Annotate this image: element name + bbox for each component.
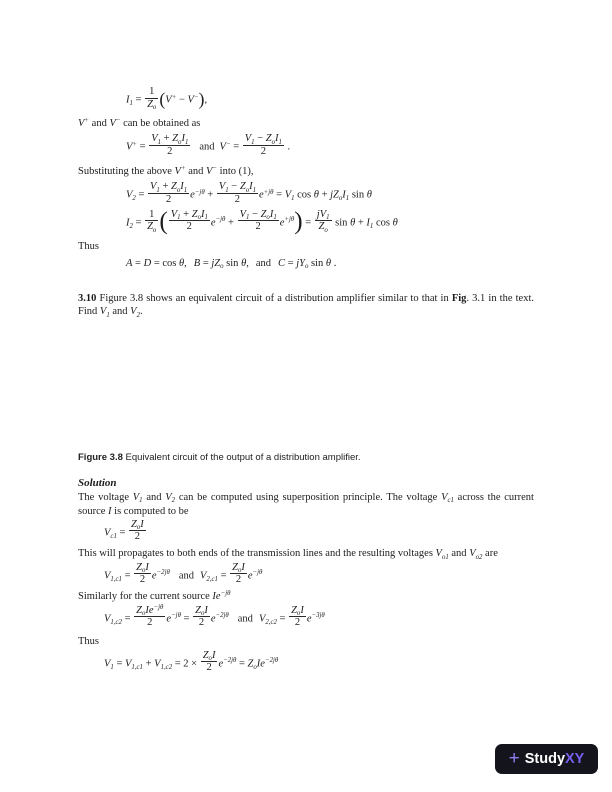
paragraph-substituting: Substituting the above V+ and V− into (1), — [78, 164, 254, 177]
paragraph-v-obtained: V+ and V− can be obtained as — [78, 116, 201, 129]
equation-vc1: $V_{c1}$ = $\frac{Z_oI}{2}$ — [104, 518, 144, 543]
equation-v1c1-v2c1: $V_{1,c1}$ = $\frac{Z_oI}{2}$ $e^{-2j\theta}$ and $V_{2,c1}$ = $\frac{Z_oI}{2}$ $e^{-j\theta}$ — [104, 561, 263, 586]
problem-3-10-paragraph: 3.10 Figure 3.8 shows an equivalent circuit of a distribution amplifier similar to that in Fig. 3.1 in the text. Find $V_1$ and $V_2$. — [78, 292, 534, 319]
equation-i1: $I_1$ = $\frac{1}{Z_o}$ (V+ − V−), — [126, 86, 208, 112]
solution-heading: Solution — [78, 476, 117, 489]
equation-v1-final: $V_1 = V_{1,c1} + V_{1,c2} = 2$ × $\frac{Z_oI}{2}$ $e^{-2j\theta} = Z_oIe^{-2j\theta}$ — [104, 649, 279, 674]
figure-3-8-caption: Figure 3.8 Equivalent circuit of the output of a distribution amplifier. — [78, 451, 361, 463]
plus-icon: + — [508, 747, 520, 769]
figure-3-8-area — [78, 320, 534, 452]
paragraph-similarly: Similarly for the current source $Ie^{-j\theta}$ — [78, 590, 231, 602]
thus-label-1: Thus — [78, 241, 99, 252]
equation-i2: $I_2$ = $\frac{1}{Z_o}$ ( $\frac{V_1 + Z_oI_1}{2}$ $e^{-j\theta}$ + $\frac{V_1 - Z_oI_1}{2}$ $e^{+j\theta}$) = $\frac{jV_1}{Z_o}$ $\sin \theta + I_1$ cos θ — [126, 207, 398, 235]
logo-text-xy: XY — [565, 751, 585, 767]
studyxy-logo — [495, 744, 598, 774]
equation-v2: $V_2$ = $\frac{V_1 + Z_oI_1}{2}$ $e^{-j\theta}$ + $\frac{V_1 - Z_oI_1}{2}$ $e^{+j\theta} = V_1$ $\cos \theta + jZ_oI_1$ sin θ — [126, 181, 372, 205]
equation-v-plus-minus: V+ = $\frac{V_1 + Z_oI_1}{2}$ and V− = $\frac{V_1 - Z_oI_1}{2}$ . — [126, 133, 291, 157]
equation-abcd: A = D = cos θ, $B = jZ_o$ sin θ, and $C = jY_o$ sin θ . — [126, 257, 337, 271]
page-content — [78, 0, 534, 676]
solution-paragraph-voltage: The voltage $V_1$ and $V_2$ can be computed using superposition principle. The voltage $V_{c1}$ across the current source I is computed to be — [78, 491, 534, 517]
thus-label-2: Thus — [78, 636, 99, 647]
paragraph-propagation: This will propagates to both ends of the transmission lines and the resulting voltages $V_{o1}$ and $V_{o2}$ are — [78, 548, 498, 561]
equation-v1c2-v2c2: $V_{1,c2}$ = $\frac{Z_oIe^{-j\theta}}{2}$ $e^{-j\theta}$ = $\frac{Z_oI}{2}$ $e^{-2j\theta}$ and $V_{2,c2}$ = $\frac{Z_oI}{2}$ $e^{-3j\theta}$ — [104, 603, 325, 629]
logo-text-study: Study — [524, 751, 566, 767]
